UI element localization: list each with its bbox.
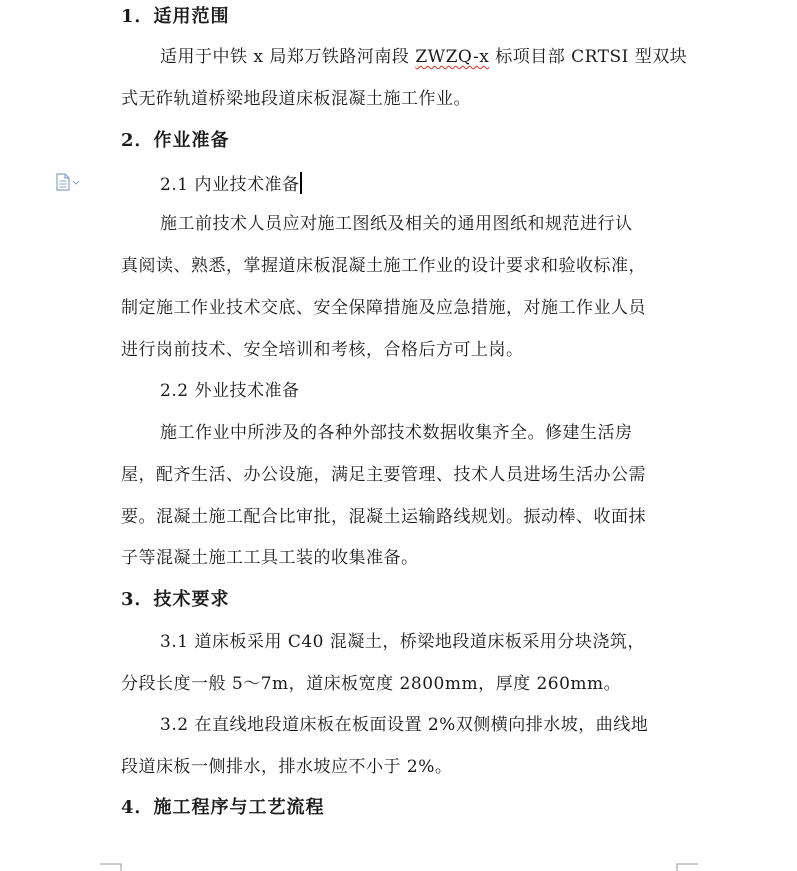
paragraph-line: 段道床板一侧排水，排水坡应不小于 2%。 [121,757,453,777]
section-heading-1: 1．适用范围 [121,6,230,27]
paragraph-line: 施工前技术人员应对施工图纸及相关的通用图纸和规范进行认 [160,214,633,234]
paragraph-line: 进行岗前技术、安全培训和考核，合格后方可上岗。 [121,340,524,360]
text-run: 标项目部 CRTSI 型双块 [489,47,688,67]
paragraph-line [160,46,687,68]
document-options-icon[interactable] [54,173,82,191]
section-heading-2: 2．作业准备 [121,130,230,151]
subsection-title-2-1[interactable] [160,172,302,196]
text-run: 适用于中铁 x 局郑万铁路河南段 [160,47,416,67]
spellcheck-flagged-word[interactable]: ZWZQ-x [415,47,490,67]
section-heading-4: 4．施工程序与工艺流程 [121,797,325,818]
paragraph-line: 3.2 在直线地段道床板在板面设置 2%双侧横向排水坡，曲线地 [160,715,649,735]
paragraph-line: 屋，配齐生活、办公设施，满足主要管理、技术人员进场生活办公需 [121,465,646,485]
paragraph-line: 子等混凝土施工工具工装的收集准备。 [121,548,419,568]
text-cursor [300,172,302,194]
paragraph-line: 真阅读、熟悉，掌握道床板混凝土施工作业的设计要求和验收标准， [121,256,646,276]
paragraph-line: 施工作业中所涉及的各种外部技术数据收集齐全。修建生活房 [160,423,633,443]
paragraph-line: 3.1 道床板采用 C40 混凝土，桥梁地段道床板采用分块浇筑， [160,632,645,652]
paragraph-line: 分段长度一般 5～7m，道床板宽度 2800mm，厚度 260mm。 [121,674,622,694]
subsection-title-2-2: 2.2 外业技术准备 [160,381,300,401]
section-heading-3: 3．技术要求 [121,589,230,610]
subsection-title-text: 2.1 内业技术准备 [160,175,300,195]
paragraph-line: 式无砟轨道桥梁地段道床板混凝土施工作业。 [121,89,471,109]
paragraph-line: 制定施工作业技术交底、安全保障措施及应急措施，对施工作业人员 [121,298,646,318]
page-corner-mark-icon [100,859,122,871]
paragraph-line: 要。混凝土施工配合比审批，混凝土运输路线规划。振动棒、收面抹 [121,507,646,527]
page-corner-mark-icon [676,859,698,871]
